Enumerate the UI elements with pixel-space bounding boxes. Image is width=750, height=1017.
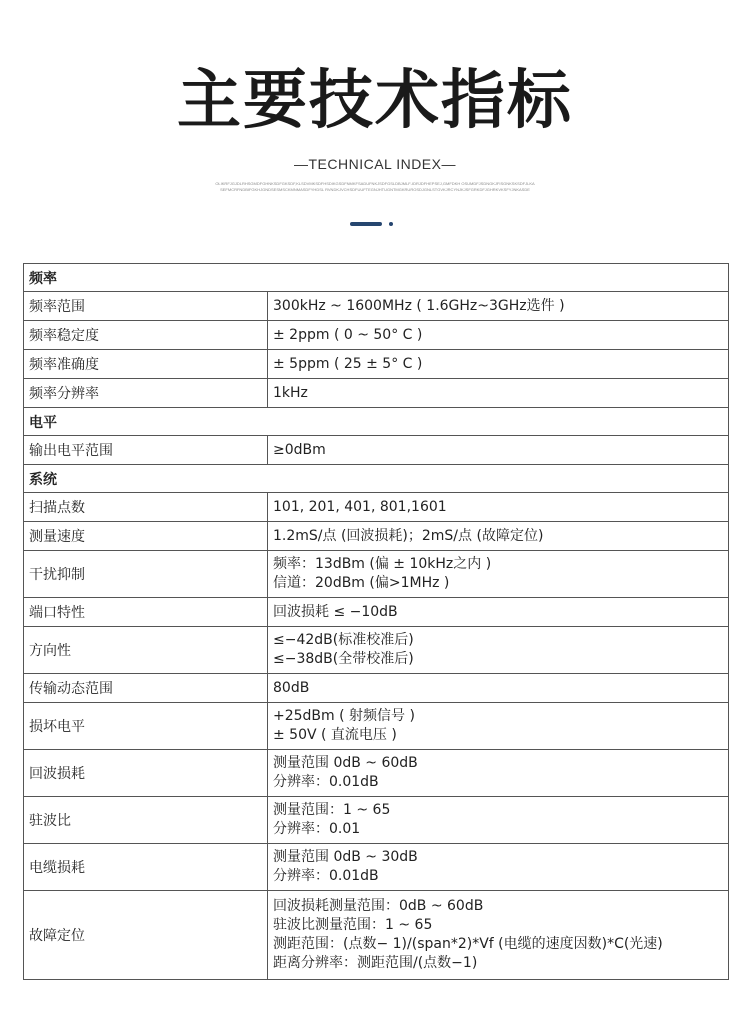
- spec-value: [268, 674, 729, 703]
- spec-section-row: [24, 264, 729, 292]
- spec-value-line: 距离分辨率：测距范围/(点数−1): [273, 955, 478, 971]
- spec-value: [268, 321, 729, 350]
- spec-row: [24, 522, 729, 551]
- fine-print-text: OLIKRFJGJDLRHSGMDFGHNKSDFGKSDF,KLSDVMKSDFHSDIKGSDFNMKFSADUFNKJSDFGSLDBJMLF-IDRJDFHEPSEJ,GMFDKH OSUMDFJSDNGKJFISGNKSKSDFJLKASEFMCRFNDBIFGKHJGNDSESMSCKMNMASDFYHDSL RVNDKJVCHSDFUUFTEGNJHTUGNTMGKRUROSDJGNLSTGVKJRCYNJKJSFGRKDFJGHRKVKSFYJNKASDE: [215, 181, 535, 192]
- spec-section-row: [24, 408, 729, 436]
- divider-bar: [350, 222, 382, 226]
- spec-row: [24, 321, 729, 350]
- spec-label: 端口特性: [24, 598, 268, 627]
- spec-value-line: 测量范围 0dB ~ 30dB: [273, 849, 418, 865]
- divider-dot: [389, 222, 393, 226]
- page-title: 主要技术指标: [177, 64, 573, 138]
- spec-row: [24, 750, 729, 797]
- spec-value-line: 回波损耗 ≤ −10dB: [273, 603, 398, 620]
- spec-value-line: ≤−42dB(标准校准后): [273, 632, 414, 648]
- spec-row: [24, 292, 729, 321]
- spec-value-line: 300kHz ~ 1600MHz ( 1.6GHz~3GHz选件 ): [273, 297, 565, 314]
- spec-value-line: 1.2mS/点 (回波损耗)；2mS/点 (故障定位): [273, 527, 544, 544]
- spec-row: [24, 891, 729, 980]
- spec-value: [268, 750, 729, 797]
- spec-value: [268, 436, 729, 465]
- spec-value-line: 回波损耗测量范围：0dB ~ 60dB: [273, 898, 484, 914]
- spec-label: 方向性: [24, 627, 268, 674]
- spec-value: [268, 379, 729, 408]
- spec-value-line: ± 50V ( 直流电压 ): [273, 727, 397, 743]
- spec-value-line: 频率：13dBm (偏 ± 10kHz之内 ): [273, 556, 492, 572]
- spec-value: [268, 627, 729, 674]
- spec-label: 回波损耗: [24, 750, 268, 797]
- spec-value-line: 测量范围 0dB ~ 60dB: [273, 755, 418, 771]
- spec-value: [268, 703, 729, 750]
- spec-row: [24, 379, 729, 408]
- spec-value-line: 1kHz: [273, 384, 308, 401]
- spec-value-line: 驻波比测量范围：1 ~ 65: [273, 917, 433, 933]
- spec-row: [24, 703, 729, 750]
- spec-label: 故障定位: [24, 891, 268, 980]
- spec-value: [268, 350, 729, 379]
- spec-table: [23, 263, 729, 980]
- spec-label: 频率准确度: [24, 350, 268, 379]
- spec-label: 传输动态范围: [24, 674, 268, 703]
- spec-row: [24, 797, 729, 844]
- spec-section-row: [24, 465, 729, 493]
- spec-label: 损坏电平: [24, 703, 268, 750]
- spec-row: [24, 674, 729, 703]
- spec-value-line: 分辨率：0.01dB: [273, 774, 379, 790]
- spec-label: 频率分辨率: [24, 379, 268, 408]
- spec-value-line: 测量范围：1 ~ 65: [273, 802, 391, 818]
- spec-label: 电缆损耗: [24, 844, 268, 891]
- spec-value: [268, 891, 729, 980]
- spec-value-line: ≤−38dB(全带校准后): [273, 651, 414, 667]
- spec-row: [24, 844, 729, 891]
- spec-value: [268, 522, 729, 551]
- spec-value-line: ± 2ppm ( 0 ~ 50° C ): [273, 326, 423, 343]
- spec-row: [24, 436, 729, 465]
- spec-value: [268, 551, 729, 598]
- spec-label: 输出电平范围: [24, 436, 268, 465]
- spec-value: [268, 598, 729, 627]
- spec-value: [268, 292, 729, 321]
- spec-row: [24, 627, 729, 674]
- page-subtitle: —TECHNICAL INDEX—: [293, 156, 456, 172]
- spec-row: [24, 350, 729, 379]
- spec-label: 测量速度: [24, 522, 268, 551]
- spec-value-line: ≥0dBm: [273, 441, 326, 458]
- spec-row: [24, 551, 729, 598]
- spec-value-line: 分辨率：0.01: [273, 821, 361, 837]
- spec-value-line: 101, 201, 401, 801,1601: [273, 498, 447, 515]
- spec-label: 干扰抑制: [24, 551, 268, 598]
- spec-section-label: 电平: [24, 408, 729, 436]
- spec-value-line: 信道：20dBm (偏>1MHz ): [273, 575, 450, 591]
- spec-label: 频率范围: [24, 292, 268, 321]
- spec-value-line: 测距范围：(点数− 1)/(span*2)*Vf (电缆的速度因数)*C(光速): [273, 936, 663, 952]
- spec-row: [24, 598, 729, 627]
- spec-value-line: ± 5ppm ( 25 ± 5° C ): [273, 355, 423, 372]
- spec-value-line: 80dB: [273, 679, 310, 696]
- spec-label: 驻波比: [24, 797, 268, 844]
- spec-value: [268, 493, 729, 522]
- spec-table-body: [24, 264, 729, 980]
- spec-section-label: 频率: [24, 264, 729, 292]
- spec-value: [268, 797, 729, 844]
- spec-value-line: 分辨率：0.01dB: [273, 868, 379, 884]
- spec-value: [268, 844, 729, 891]
- spec-value-line: +25dBm ( 射频信号 ): [273, 708, 415, 724]
- spec-label: 频率稳定度: [24, 321, 268, 350]
- spec-section-label: 系统: [24, 465, 729, 493]
- spec-label: 扫描点数: [24, 493, 268, 522]
- spec-row: [24, 493, 729, 522]
